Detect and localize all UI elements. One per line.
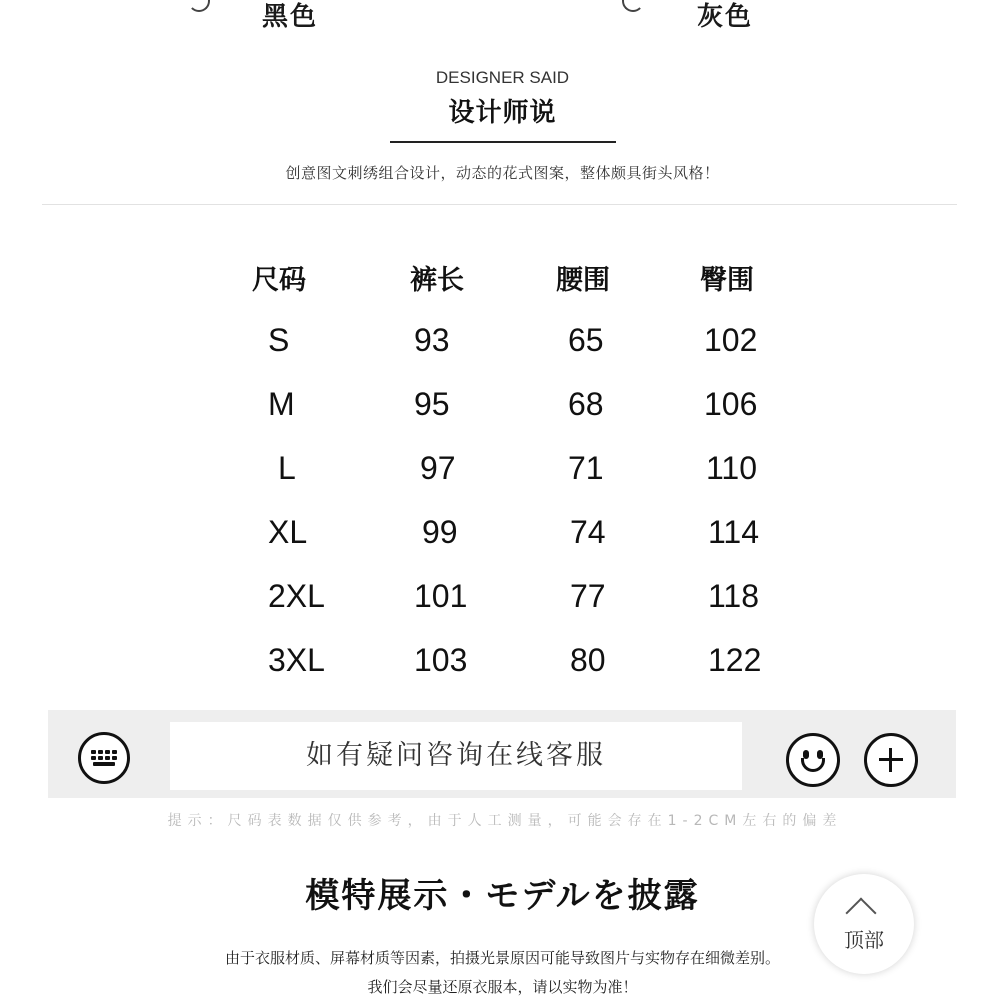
section-divider (42, 204, 957, 205)
model-display-title: 模特展示・モデルを披露 (305, 876, 700, 916)
length-cell: 97 (420, 450, 456, 486)
hip-cell: 122 (708, 642, 762, 678)
size-cell: 3XL (268, 642, 325, 678)
waist-cell: 80 (570, 642, 606, 678)
table-row (238, 450, 798, 514)
hip-cell: 110 (706, 450, 758, 486)
heading-underline (390, 141, 616, 143)
length-cell: 99 (422, 514, 458, 550)
size-cell: XL (268, 514, 308, 550)
back-to-top-button[interactable] (814, 874, 914, 974)
hip-cell: 106 (704, 386, 758, 422)
disclaimer-line-1: 由于衣服材质、屏幕材质等因素，拍摄光景原因可能导致图片与实物存在细微差别。 (224, 949, 780, 967)
hip-cell: 118 (708, 578, 760, 614)
table-row (238, 322, 798, 386)
hip-cell: 102 (704, 322, 758, 358)
header-waist: 腰围 (556, 265, 610, 296)
color-label-gray: 灰色 (697, 2, 754, 32)
header-size: 尺码 (252, 265, 306, 296)
designer-description: 创意图文刺绣组合设计，动态的花式图案，整体颇具街头风格！ (285, 164, 720, 182)
table-row (238, 514, 798, 578)
waist-cell: 71 (568, 450, 604, 486)
plus-icon[interactable] (864, 733, 918, 787)
length-cell: 93 (414, 322, 450, 358)
size-cell: L (278, 450, 296, 486)
hanger-hook-icon (622, 0, 644, 12)
waist-cell: 65 (568, 322, 604, 358)
hip-cell: 114 (708, 514, 760, 550)
header-hip: 臀围 (700, 265, 754, 296)
size-hint-text: 提示：尺码表数据仅供参考，由于人工测量，可能会存在1-2CM左右的偏差 (167, 813, 843, 829)
header-pants-length: 裤长 (410, 265, 464, 296)
length-cell: 103 (414, 642, 468, 678)
color-label-black: 黑色 (262, 2, 319, 32)
length-cell: 95 (414, 386, 450, 422)
hanger-hook-icon (188, 0, 210, 12)
table-row (238, 578, 798, 642)
size-table (238, 258, 798, 706)
keyboard-icon[interactable] (78, 732, 130, 784)
designer-heading-cn: 设计师说 (448, 98, 557, 128)
designer-heading-en: DESIGNER SAID (435, 68, 570, 87)
emoji-icon[interactable] (786, 733, 840, 787)
table-row (238, 642, 798, 706)
waist-cell: 68 (568, 386, 604, 422)
back-to-top-label: 顶部 (844, 928, 884, 952)
disclaimer-line-2: 我们会尽量还原衣服本，请以实物为准！ (367, 978, 638, 996)
size-table-header (238, 258, 798, 322)
waist-cell: 77 (570, 578, 606, 614)
table-row (238, 386, 798, 450)
size-cell: M (268, 386, 295, 422)
size-cell: 2XL (268, 578, 325, 614)
length-cell: 101 (414, 578, 468, 614)
waist-cell: 74 (570, 514, 606, 550)
chat-input[interactable]: 如有疑问咨询在线客服 (170, 722, 742, 790)
size-cell: S (268, 322, 290, 358)
